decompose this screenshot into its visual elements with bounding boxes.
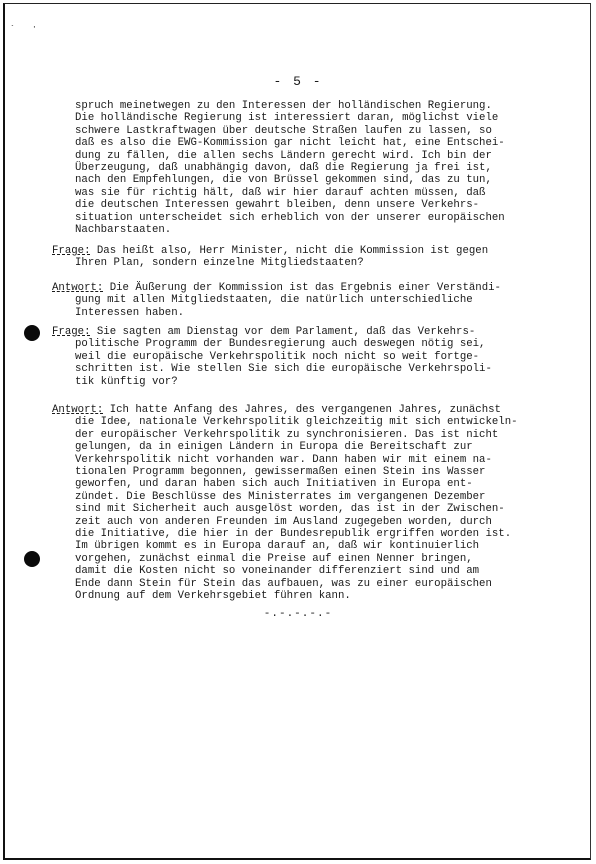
text-line: schritten ist. Wie stellen Sie sich die europäische Verkehrspoli- xyxy=(75,363,492,376)
text-line: weil die europäische Verkehrspolitik noch nicht so weit fortge- xyxy=(75,350,480,363)
text-line: Ordnung auf dem Verkehrsgebiet führen kann. xyxy=(75,590,351,603)
text-line: gelungen, da in einigen Ländern in Europa die Bereitschaft zur xyxy=(75,441,473,454)
text-line: vorgehen, zunächst einmal die Preise auf einen Nenner bringen, xyxy=(75,552,473,565)
corner-mark-right: · xyxy=(32,23,37,32)
text-line: die deutschen Interessen gewahrt bleiben, denn unsere Verkehrs- xyxy=(75,199,480,212)
text-line: Verkehrspolitik nicht vorhanden war. Dann haben wir mit einem na- xyxy=(75,453,492,466)
text-line-first: Ich hatte Anfang des Jahres, des vergangenen Jahres, zunächst xyxy=(103,404,501,416)
text-line: schwere Lastkraftwagen über deutsche Straßen laufen zu lassen, so xyxy=(75,124,492,137)
answer-paragraph xyxy=(52,282,552,319)
punch-hole xyxy=(24,551,40,567)
text-line: die Idee, nationale Verkehrspolitik gleichzeitig mit sich entwickeln- xyxy=(75,416,518,429)
text-line xyxy=(52,282,552,294)
speaker-label: Antwort: xyxy=(52,404,104,416)
text-line: Ihren Plan, sondern einzelne Mitgliedstaaten? xyxy=(75,257,364,270)
continuation-paragraph xyxy=(52,100,575,236)
text-line-first: Sie sagten am Dienstag vor dem Parlament, daß das Verkehrs- xyxy=(90,326,476,338)
punch-hole xyxy=(24,325,40,341)
speaker-label: Frage: xyxy=(52,245,91,257)
question-paragraph xyxy=(52,245,552,270)
text-line xyxy=(52,245,552,257)
text-line: sind mit Sicherheit auch ausgelöst worden, das ist in der Zwischen- xyxy=(75,503,505,516)
text-line: damit die Kosten nicht so voneinander differenziert sind und am xyxy=(75,565,480,578)
text-line: Die holländische Regierung ist interessiert daran, möglichst viele xyxy=(75,112,499,125)
text-line: Interessen haben. xyxy=(75,306,185,319)
speaker-label: Frage: xyxy=(52,326,91,338)
text-line-first: Das heißt also, Herr Minister, nicht die Kommission ist gegen xyxy=(90,245,489,257)
text-line: dung zu fällen, die allen sechs Ländern gerecht wird. Ich bin der xyxy=(75,149,492,162)
text-line: geworfen, und daran haben sich auch Initiativen in Europa ent- xyxy=(75,478,473,491)
text-line: politische Programm der Bundesregierung auch deswegen nötig sei, xyxy=(75,338,486,351)
text-line: tionalen Programm begonnen, gewissermaßen einen Stein ins Wasser xyxy=(75,466,486,479)
text-line: der europäischer Verkehrspolitik zu synchronisieren. Das ist nicht xyxy=(75,428,499,441)
text-line: Im übrigen kommt es in Europa darauf an, daß wir kontinuierlich xyxy=(75,540,480,553)
speaker-label: Antwort: xyxy=(52,282,104,294)
text-line: nach den Empfehlungen, die von Brüssel gekommen sind, das zu tun, xyxy=(75,174,492,187)
text-line xyxy=(52,404,552,416)
end-mark: -.-.-.-.- xyxy=(263,608,333,620)
text-line: Nachbarstaaten. xyxy=(75,224,172,237)
text-line: situation unterscheidet sich erheblich von der unserer europäischen xyxy=(75,211,505,224)
corner-mark-left: ´ xyxy=(10,25,15,34)
text-line: Ende dann Stein für Stein das aufbauen, was zu einer europäischen xyxy=(75,577,492,590)
text-line: gung mit allen Mitgliedstaaten, die natürlich unterschiedliche xyxy=(75,294,473,307)
text-line: zeit auch von anderen Freunden im Ausland zugegeben worden, durch xyxy=(75,515,492,528)
text-line xyxy=(52,326,552,338)
text-line: spruch meinetwegen zu den Interessen der holländischen Regierung. xyxy=(75,100,492,112)
text-line-first: Die Äußerung der Kommission ist das Ergebnis einer Verständi- xyxy=(103,282,501,294)
page-number: - 5 - xyxy=(273,74,323,89)
question-paragraph xyxy=(52,326,552,388)
text-line: die Initiative, die hier in der Bundesrepublik ergriffen worden ist. xyxy=(75,528,512,541)
answer-paragraph xyxy=(52,404,552,603)
text-line: daß es also die EWG-Kommission gar nicht leicht hat, eine Entschei- xyxy=(75,137,505,150)
text-line: tik künftig vor? xyxy=(75,375,178,388)
text-line: zündet. Die Beschlüsse des Ministerrates im vergangenen Dezember xyxy=(75,490,486,503)
text-line: was sie für richtig hält, daß wir hier darauf achten müssen, daß xyxy=(75,186,486,199)
text-line: Überzeugung, daß unabhängig davon, daß die Regierung ja frei ist, xyxy=(75,162,492,175)
